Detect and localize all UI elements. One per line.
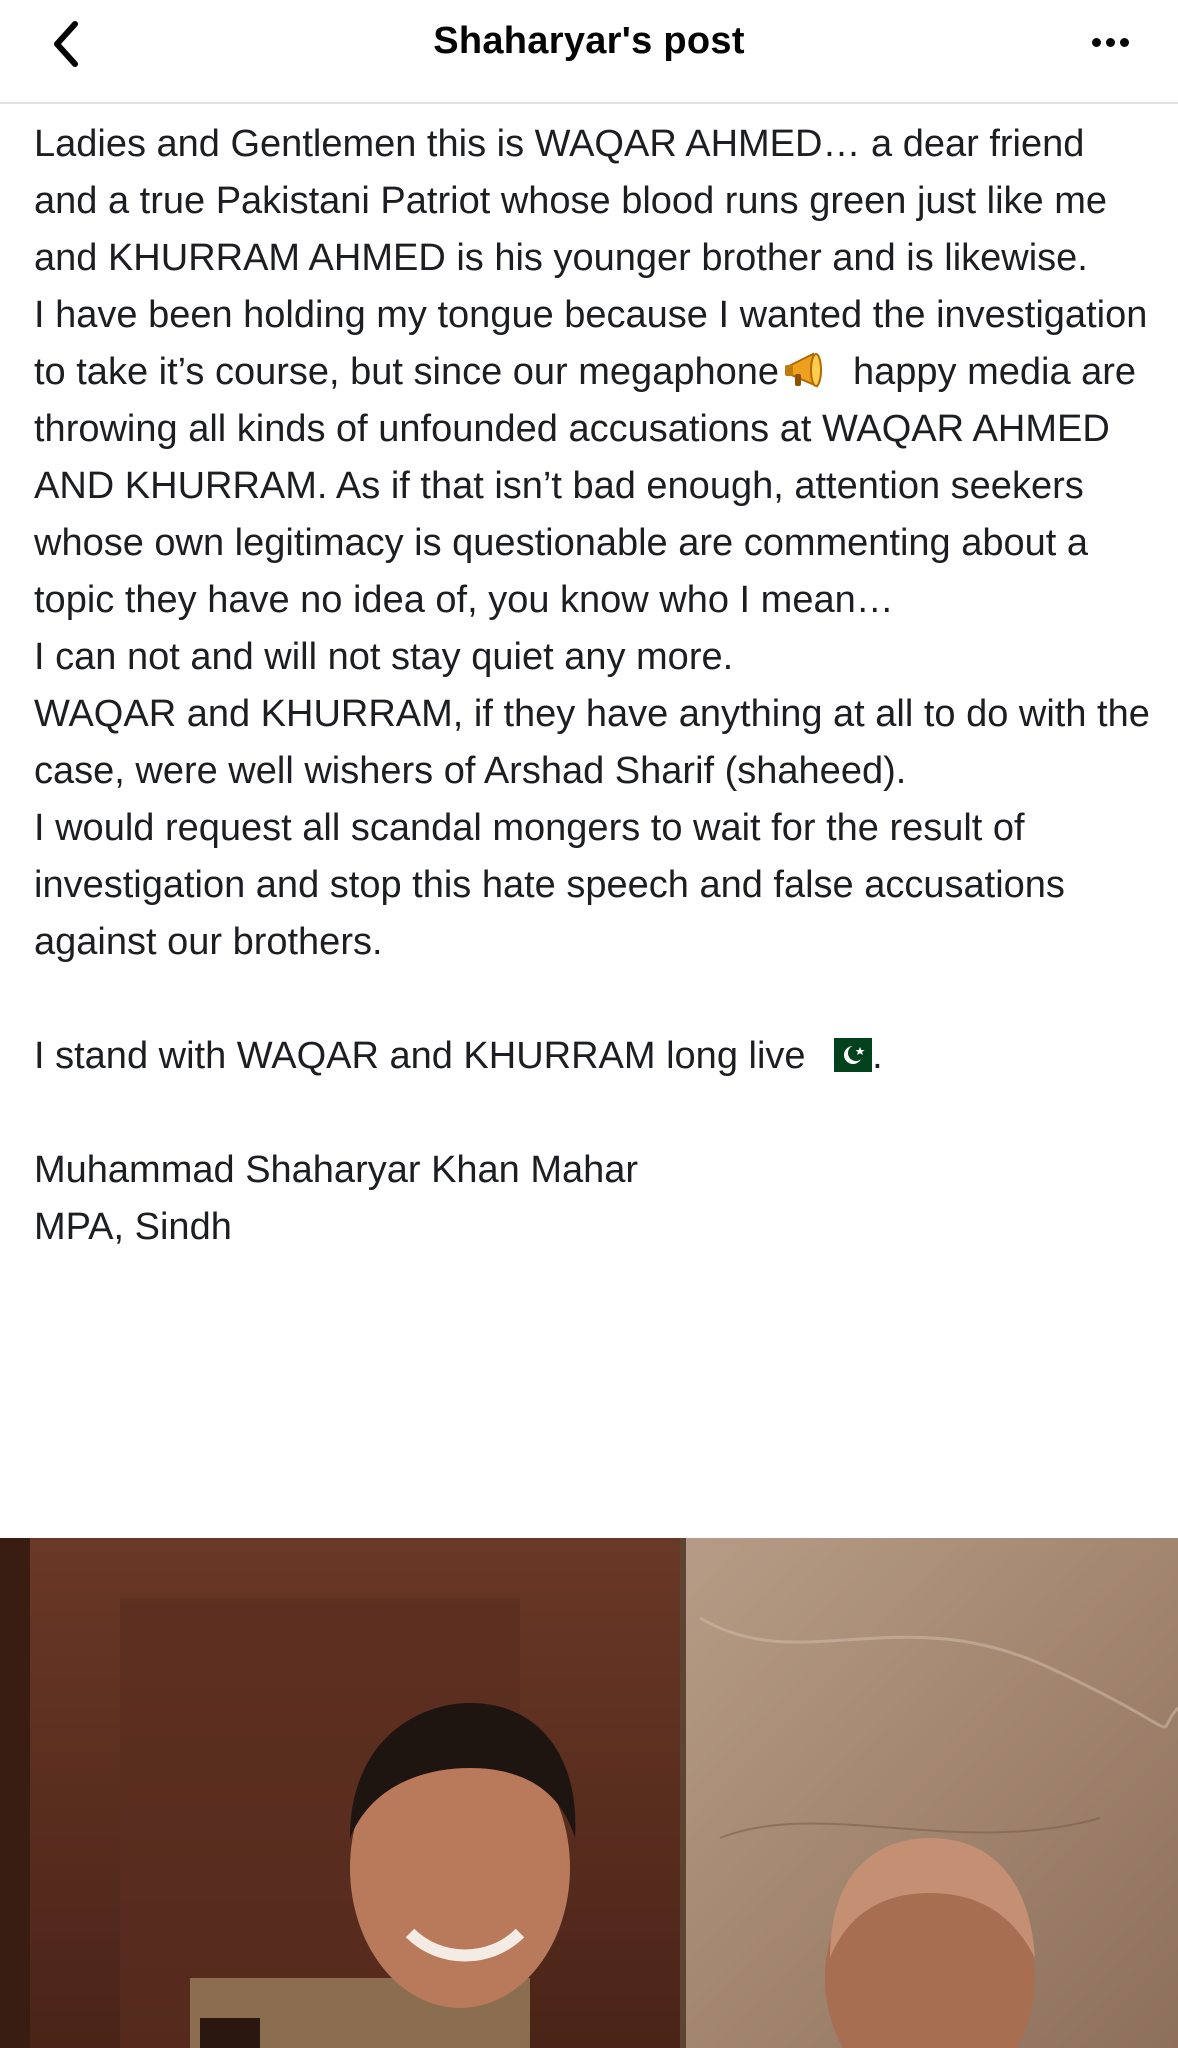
- post-paragraph: Ladies and Gentlemen this is WAQAR AHMED… a dear friend and a true Pakistani Patriot whose blood runs green just like me and KHURRAM AHMED is his younger brother and is likewise.: [34, 123, 1108, 279]
- top-bar: [0, 0, 1178, 104]
- more-dot-icon: [1120, 38, 1129, 47]
- signature-title: MPA, Sindh: [34, 1206, 232, 1248]
- post-paragraph: I have been holding my tongue because I wanted the investigation to take it’s course, but since our megaphone happy media are throwing all kinds of unfounded accusations at WAQAR AHMED AND KHURRAM. As if that isn’t bad enough, attention seekers whose own legitimacy is questionable are commenting about a topic they have no idea of, you know who I mean…: [34, 294, 1148, 621]
- more-dot-icon: [1092, 38, 1101, 47]
- signature-name: Muhammad Shaharyar Khan Mahar: [34, 1149, 639, 1191]
- post-paragraph: I would request all scandal mongers to wait for the result of investigation and stop this hate speech and false accusations against our brothers.: [34, 807, 1065, 963]
- pakistan-flag-emoji-icon: [822, 1038, 872, 1072]
- more-options-button[interactable]: [1078, 20, 1142, 64]
- photo-image: [0, 1538, 1178, 2048]
- post-photo[interactable]: [0, 1538, 1178, 2048]
- megaphone-emoji-icon: [783, 350, 835, 390]
- post-paragraph: I can not and will not stay quiet any more.: [34, 636, 734, 678]
- post-paragraph: I stand with WAQAR and KHURRAM long live .: [34, 1035, 883, 1077]
- more-dot-icon: [1106, 38, 1115, 47]
- post-text: [34, 116, 1154, 1256]
- post-paragraph: WAQAR and KHURRAM, if they have anything at all to do with the case, were well wishers of Arshad Sharif (shaheed).: [34, 693, 1150, 792]
- page-title: Shaharyar's post: [433, 20, 745, 62]
